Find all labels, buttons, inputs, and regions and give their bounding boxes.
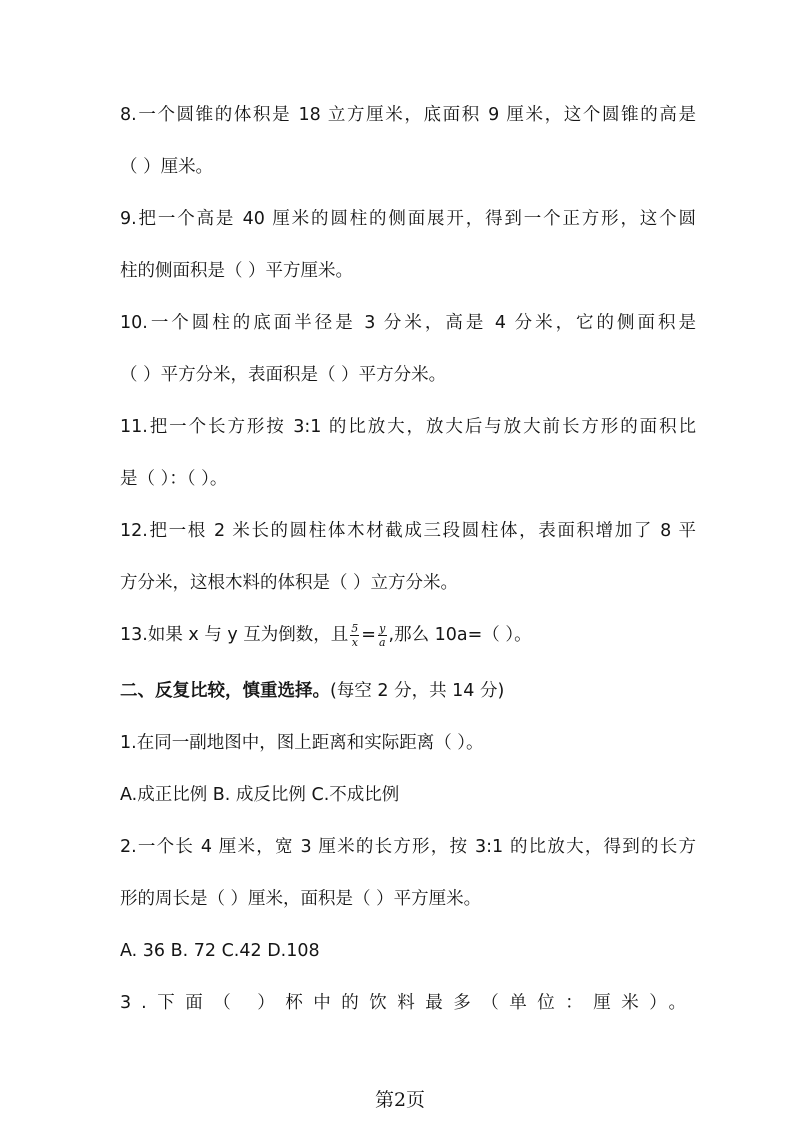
- section-2-score-note: (每空 2 分，共 14 分): [330, 681, 505, 701]
- question-8-line-2: （ ）厘米。: [120, 157, 214, 177]
- choice-2-line-2: 形的周长是（ ）厘米，面积是（ ）平方厘米。: [120, 889, 482, 909]
- question-13-text-before: 13.如果 x 与 y 互为倒数，且: [120, 625, 349, 645]
- choice-3-question: 3.下面（ ）杯中的饮料最多（单位：厘米）。: [120, 993, 696, 1013]
- question-9-line-1: 9.把一个高是 40 厘米的圆柱的侧面展开，得到一个正方形，这个圆: [120, 209, 696, 229]
- question-13: [120, 621, 696, 649]
- question-9-line-2: 柱的侧面积是（ ）平方厘米。: [120, 261, 354, 281]
- section-2-heading: 二、反复比较，慎重选择。: [120, 681, 330, 701]
- question-8-line-1: 8.一个圆锥的体积是 18 立方厘米，底面积 9 厘米，这个圆锥的高是: [120, 105, 696, 125]
- fraction-numerator: 5: [351, 621, 359, 635]
- choice-2-options: A. 36 B. 72 C.42 D.108: [120, 941, 320, 961]
- equals-sign: =: [361, 625, 376, 645]
- question-13-text-after: ,那么 10a=（ ）。: [388, 625, 532, 645]
- fraction-denominator: a: [378, 635, 386, 649]
- choice-1-question: 1.在同一副地图中，图上距离和实际距离（ ）。: [120, 733, 484, 753]
- fraction-denominator: x: [351, 635, 358, 649]
- fraction-5-over-x: [350, 622, 359, 649]
- question-11-line-2: 是（ ）：（ ）。: [120, 469, 228, 489]
- page-number: 第2页: [374, 1089, 426, 1111]
- section-2-header: [120, 677, 696, 705]
- choice-1-options: A.成正比例 B. 成反比例 C.不成比例: [120, 785, 400, 805]
- question-10-line-2: （ ）平方分米，表面积是（ ）平方分米。: [120, 365, 447, 385]
- question-12-line-2: 方分米，这根木料的体积是（ ）立方分米。: [120, 573, 459, 593]
- fraction-numerator: y: [379, 621, 386, 635]
- question-11-line-1: 11.把一个长方形按 3:1 的比放大，放大后与放大前长方形的面积比: [120, 417, 696, 437]
- fraction-y-over-a: [378, 622, 387, 649]
- question-10-line-1: 10.一个圆柱的底面半径是 3 分米，高是 4 分米，它的侧面积是: [120, 313, 696, 333]
- question-12-line-1: 12.把一根 2 米长的圆柱体木材截成三段圆柱体，表面积增加了 8 平: [120, 521, 696, 541]
- choice-2-line-1: 2.一个长 4 厘米，宽 3 厘米的长方形，按 3:1 的比放大，得到的长方: [120, 837, 696, 857]
